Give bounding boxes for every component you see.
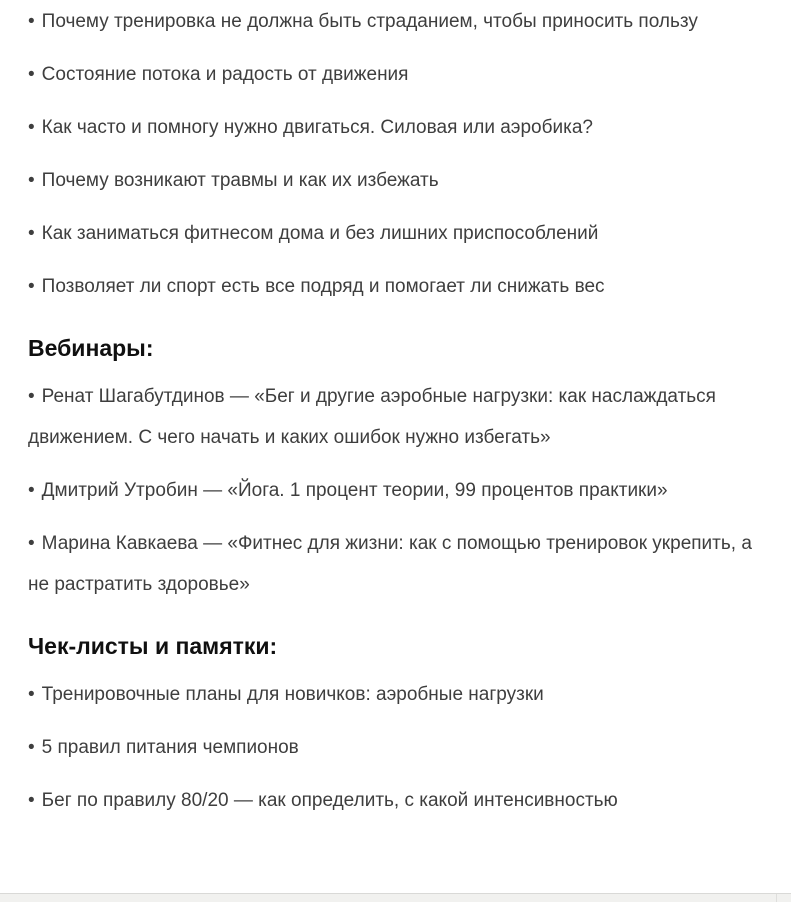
bullet-marker: • xyxy=(28,170,35,191)
list-item xyxy=(28,727,765,768)
list-item-text: Как заниматься фитнесом дома и без лишних приспособлений xyxy=(41,223,599,244)
list-item-text: Позволяет ли спорт есть все подряд и помогает ли снижать вес xyxy=(41,276,605,297)
list-item-text: Марина Кавкаева — «Фитнес для жизни: как с помощью тренировок укрепить, а не растратить здоровье» xyxy=(28,533,752,595)
bottom-bar-divider xyxy=(776,894,777,902)
list-item xyxy=(28,470,765,511)
list-item xyxy=(28,160,765,201)
list-item xyxy=(28,1,765,42)
list-item-text: 5 правил питания чемпионов xyxy=(41,737,299,758)
section-heading-webinars: Вебинары: xyxy=(28,335,154,361)
bullet-marker: • xyxy=(28,737,35,758)
list-item xyxy=(28,266,765,307)
bullet-marker: • xyxy=(28,64,35,85)
list-item xyxy=(28,674,765,715)
list-item-text: Состояние потока и радость от движения xyxy=(41,64,409,85)
list-item-text: Ренат Шагабутдинов — «Бег и другие аэробные нагрузки: как наслаждаться движением. С чего начать и каких ошибок нужно избегать» xyxy=(28,386,716,448)
section-heading-checklists: Чек-листы и памятки: xyxy=(28,633,278,659)
bullet-marker: • xyxy=(28,223,35,244)
list-item-text: Дмитрий Утробин — «Йога. 1 процент теории, 99 процентов практики» xyxy=(41,480,668,501)
list-item-text: Бег по правилу 80/20 — как определить, с какой интенсивностью xyxy=(41,790,618,811)
list-item-text: Почему возникают травмы и как их избежать xyxy=(41,170,439,191)
list-item xyxy=(28,213,765,254)
bullet-marker: • xyxy=(28,386,35,407)
bottom-bar xyxy=(0,893,791,902)
bullet-marker: • xyxy=(28,684,35,705)
bullet-marker: • xyxy=(28,480,35,501)
list-item xyxy=(28,780,765,821)
bullet-marker: • xyxy=(28,790,35,811)
list-item-text: Почему тренировка не должна быть страданием, чтобы приносить пользу xyxy=(41,11,698,32)
bullet-marker: • xyxy=(28,533,35,554)
bullet-marker: • xyxy=(28,117,35,138)
list-item xyxy=(28,107,765,148)
list-item xyxy=(28,376,765,458)
bullet-marker: • xyxy=(28,276,35,297)
bullet-marker: • xyxy=(28,11,35,32)
list-item-text: Как часто и помногу нужно двигаться. Силовая или аэробика? xyxy=(41,117,593,138)
list-item-text: Тренировочные планы для новичков: аэробные нагрузки xyxy=(41,684,544,705)
list-item xyxy=(28,523,765,605)
list-item xyxy=(28,54,765,95)
